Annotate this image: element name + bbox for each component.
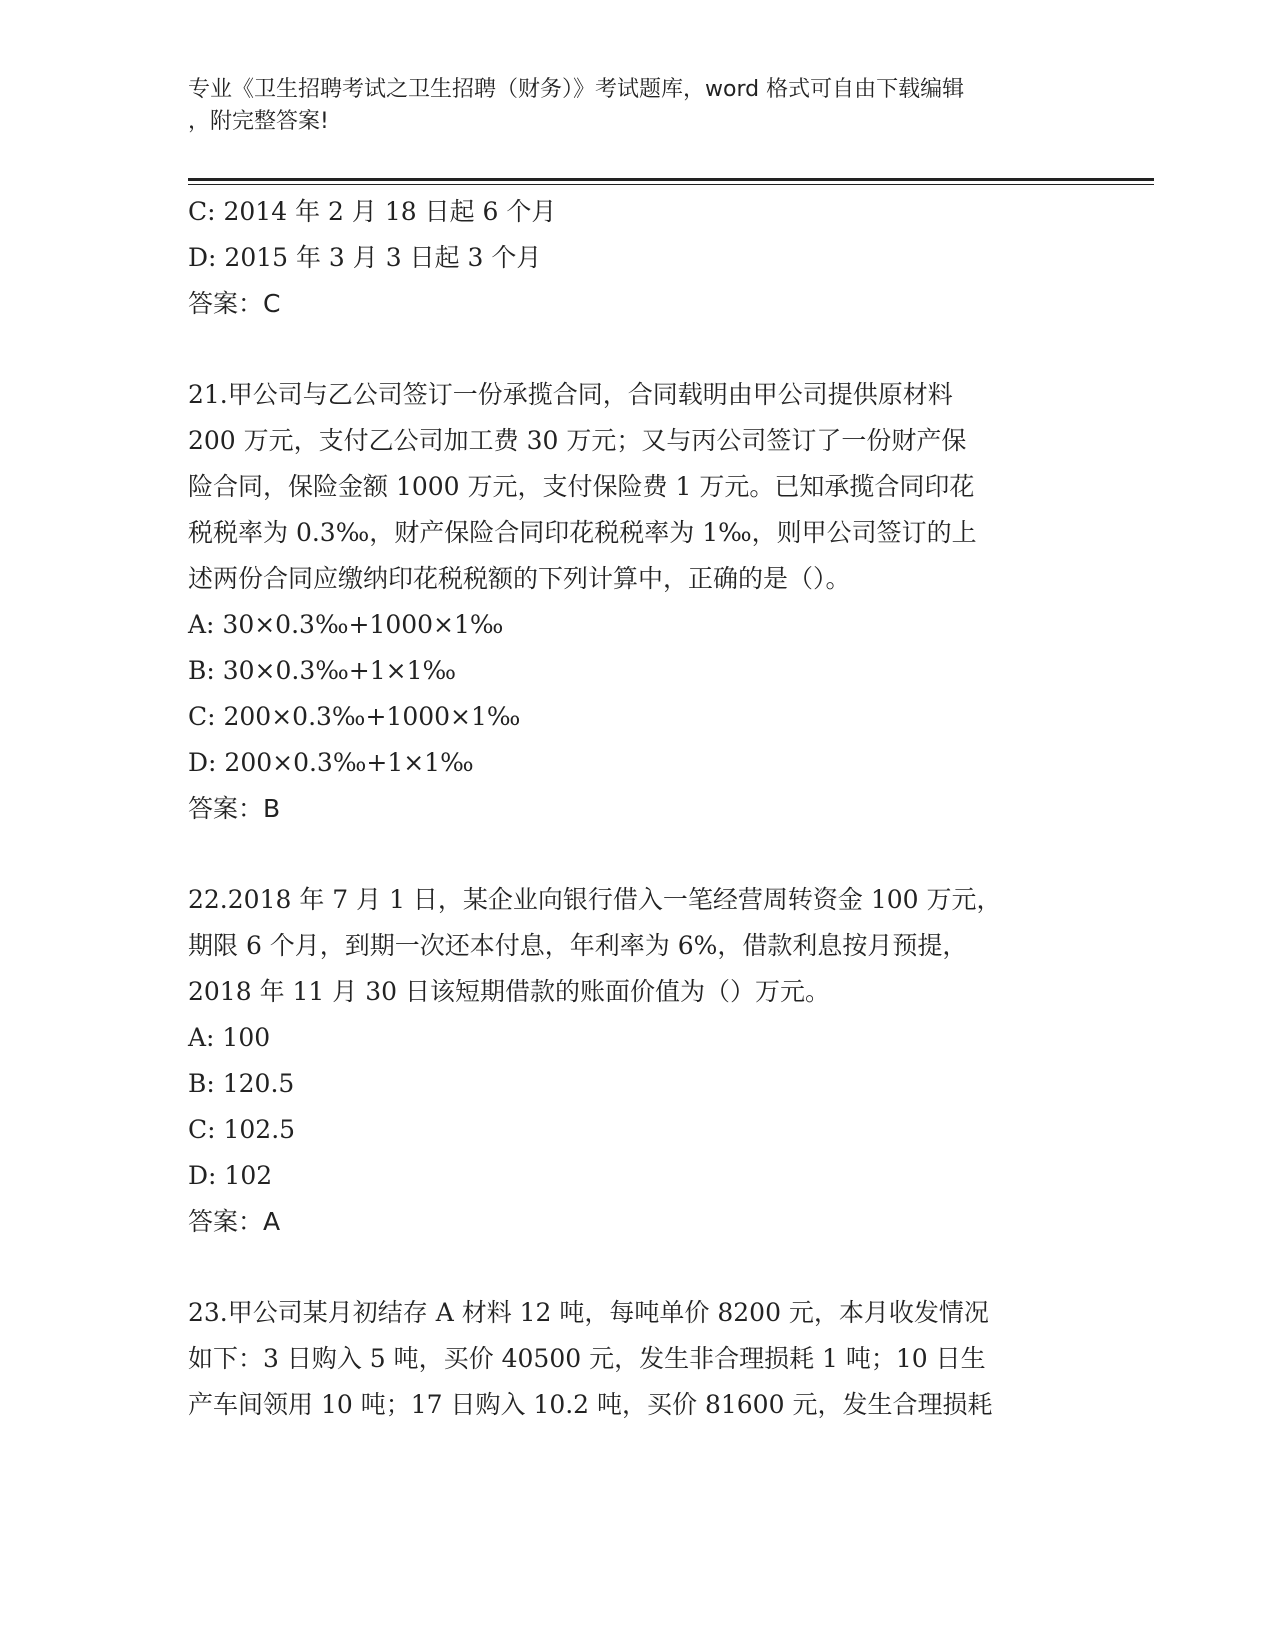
question-content <box>188 189 1088 1428</box>
question-21 <box>188 372 1088 832</box>
question-22 <box>188 877 1088 1245</box>
question-stem-line: 税税率为 0.3‰，财产保险合同印花税税率为 1‰，则甲公司签订的上 <box>188 518 977 547</box>
answer-line: 答案：B <box>188 794 281 823</box>
question-stem-line: 23.甲公司某月初结存 A 材料 12 吨，每吨单价 8200 元，本月收发情况 <box>188 1298 989 1327</box>
option-a: A: 100 <box>188 1023 271 1052</box>
question-stem-line: 险合同，保险金额 1000 万元，支付保险费 1 万元。已知承揽合同印花 <box>188 472 975 501</box>
answer-line: 答案：C <box>188 289 281 318</box>
option-d: D: 2015 年 3 月 3 日起 3 个月 <box>188 243 542 272</box>
header-title-line-2: ，附完整答案! <box>188 109 329 134</box>
question-stem-line: 200 万元，支付乙公司加工费 30 万元；又与丙公司签订了一份财产保 <box>188 426 967 455</box>
answer-line: 答案：A <box>188 1207 281 1236</box>
spacer <box>188 832 1088 877</box>
option-a: A: 30×0.3‰+1000×1‰ <box>188 610 504 639</box>
question-stem-line: 产车间领用 10 吨；17 日购入 10.2 吨，买价 81600 元，发生合理损耗 <box>188 1390 993 1419</box>
option-c: C: 102.5 <box>188 1115 296 1144</box>
spacer <box>188 327 1088 372</box>
option-b: B: 120.5 <box>188 1069 295 1098</box>
option-b: B: 30×0.3‰+1×1‰ <box>188 656 457 685</box>
option-c: C: 200×0.3‰+1000×1‰ <box>188 702 521 731</box>
option-c: C: 2014 年 2 月 18 日起 6 个月 <box>188 197 557 226</box>
page-header <box>188 74 1068 138</box>
spacer <box>188 1245 1088 1290</box>
header-title-line-1: 专业《卫生招聘考试之卫生招聘（财务）》考试题库，word 格式可自由下载编辑 <box>188 77 965 102</box>
option-d: D: 102 <box>188 1161 273 1190</box>
question-stem-line: 如下：3 日购入 5 吨，买价 40500 元，发生非合理损耗 1 吨；10 日生 <box>188 1344 986 1373</box>
header-divider-thick <box>188 178 1154 181</box>
header-divider-thin <box>188 184 1154 185</box>
option-d: D: 200×0.3‰+1×1‰ <box>188 748 474 777</box>
question-stem-line: 2018 年 11 月 30 日该短期借款的账面价值为（）万元。 <box>188 977 830 1006</box>
question-23 <box>188 1290 1088 1428</box>
question-stem-line: 21.甲公司与乙公司签订一份承揽合同，合同载明由甲公司提供原材料 <box>188 380 953 409</box>
question-stem-line: 述两份合同应缴纳印花税税额的下列计算中，正确的是（）。 <box>188 564 851 593</box>
question-stem-line: 期限 6 个月，到期一次还本付息，年利率为 6%，借款利息按月预提， <box>188 931 968 960</box>
question-stem-line: 22.2018 年 7 月 1 日，某企业向银行借入一笔经营周转资金 100 万元， <box>188 885 1002 914</box>
